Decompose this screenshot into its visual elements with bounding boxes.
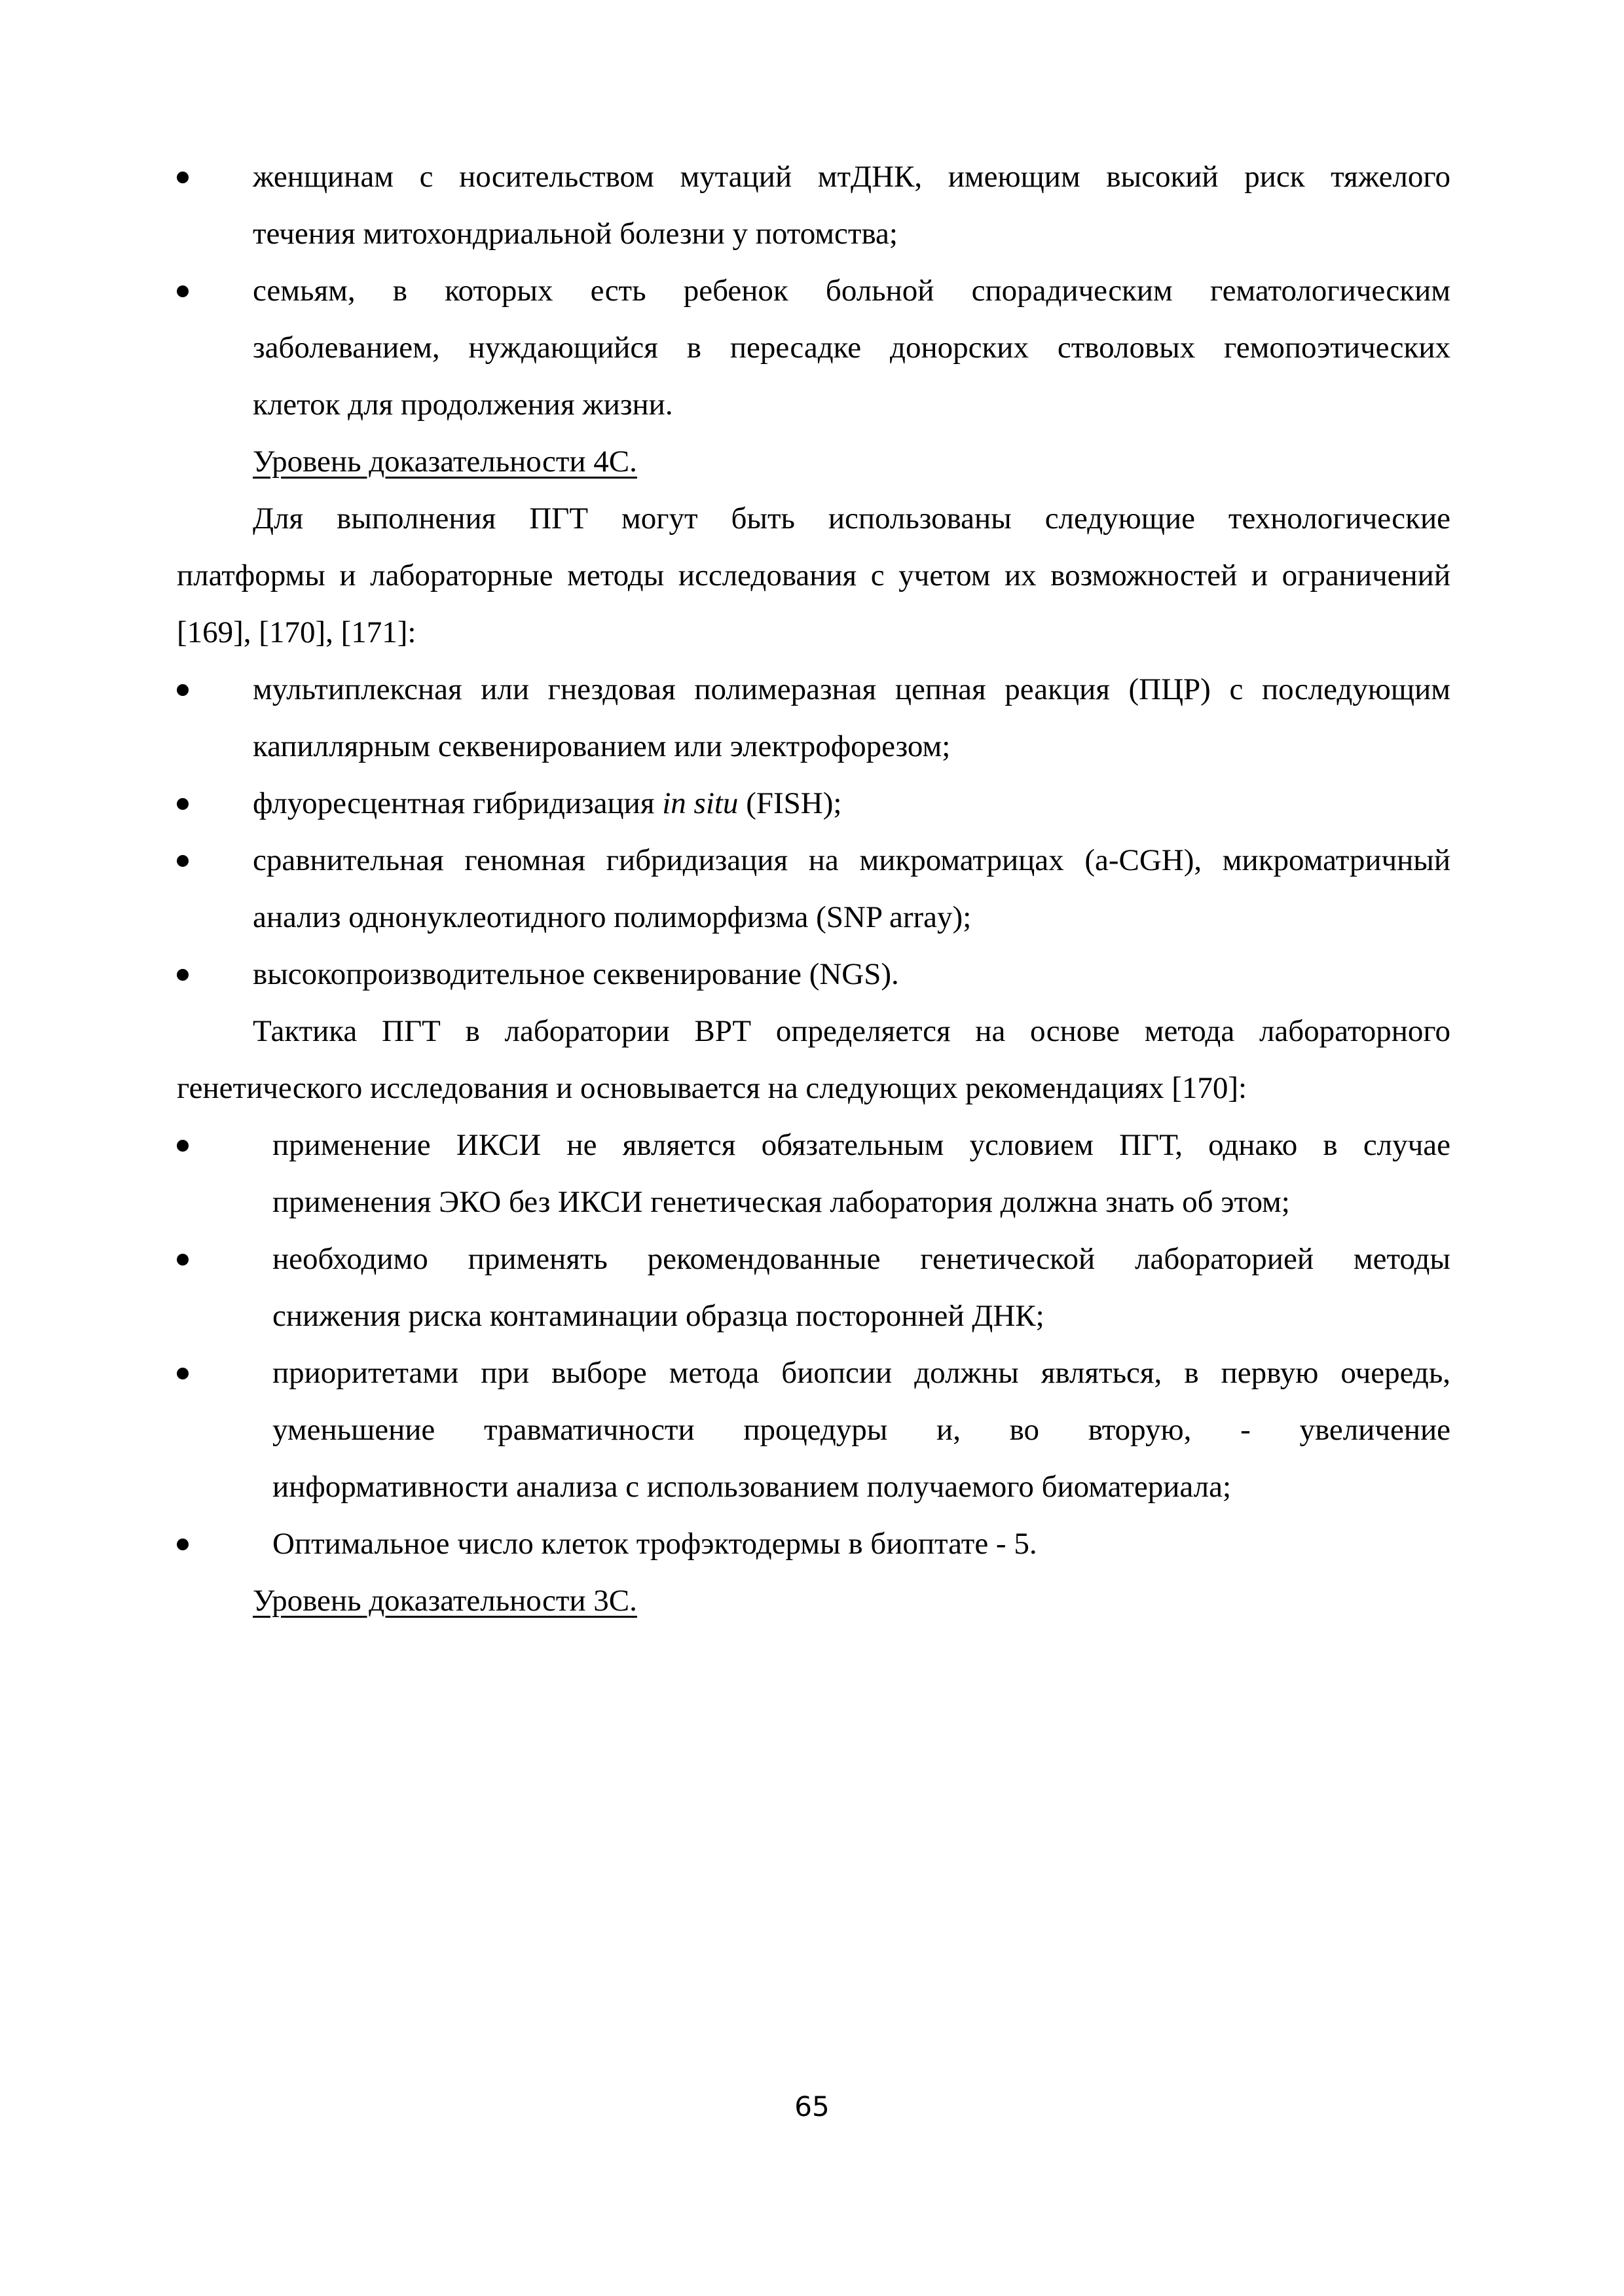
text-line: анализ однонуклеотидного полиморфизма (SNP array); [253,900,972,934]
bullet-icon [177,1254,189,1266]
page-number: 65 [794,2090,830,2123]
text-line: Для выполнения ПГТ могут быть использованы следующие технологические [253,501,1450,536]
evidence-level [253,433,1450,490]
text-line: Оптимальное число клеток трофэктодермы в биоптате - 5. [272,1527,1037,1561]
bullet-icon [177,1539,189,1550]
bullet-icon [177,1140,189,1152]
text-line: [169], [170], [171]: [177,615,416,649]
bullet-icon [177,285,189,297]
text-line: женщинам с носительством мутаций мтДНК, имеющим высокий риск тяжелого [253,160,1450,194]
bullet-icon [177,969,189,981]
text-line: сравнительная геномная гибридизация на микроматрицах (a-CGH), микроматричный [253,843,1450,877]
text-line: генетического исследования и основывается на следующих рекомендациях [170]: [177,1071,1247,1105]
text-line: приоритетами при выборе метода биопсии должны являться, в первую очередь, [272,1356,1450,1390]
text-fragment-italic: in situ [662,786,739,820]
text-fragment: (FISH); [738,786,842,820]
evidence-level-text: Уровень доказательности 4С. [253,445,637,479]
text-line: необходимо применять рекомендованные генетической лабораторией методы [272,1242,1450,1276]
text-line: применения ЭКО без ИКСИ генетическая лаборатория должна знать об этом; [272,1185,1290,1219]
bullet-icon [177,855,189,867]
text-line: течения митохондриальной болезни у потомства; [253,217,898,251]
text-line: уменьшение травматичности процедуры и, во вторую, - увеличение [272,1413,1450,1447]
bullet-icon [177,1368,189,1379]
evidence-level [253,1573,1450,1630]
bullet-icon [177,172,189,183]
text-line: семьям, в которых есть ребенок больной спорадическим гематологическим [253,274,1450,308]
text-line: снижения риска контаминации образца посторонней ДНК; [272,1299,1044,1333]
text-line: применение ИКСИ не является обязательным условием ПГТ, однако в случае [272,1128,1450,1162]
text-line: капиллярным секвенированием или электрофорезом; [253,729,951,763]
bullet-icon [177,798,189,810]
evidence-level-text: Уровень доказательности 3С. [253,1584,637,1618]
text-line: заболеванием, нуждающийся в пересадке донорских стволовых гемопоэтических [253,331,1450,365]
text-line: информативности анализа с использованием получаемого биоматериала; [272,1470,1231,1504]
text-line: клеток для продолжения жизни. [253,388,673,422]
text-line: платформы и лабораторные методы исследования с учетом их возможностей и ограничений [177,558,1450,592]
text-line: Тактика ПГТ в лаборатории ВРТ определяется на основе метода лабораторного [253,1014,1450,1048]
text-line: высокопроизводительное секвенирование (NGS). [253,957,899,991]
text-line [253,775,1450,832]
bullet-icon [177,684,189,696]
text-fragment: флуоресцентная гибридизация [253,786,663,820]
text-line: мультиплексная или гнездовая полимеразная цепная реакция (ПЦР) с последующим [253,672,1450,706]
